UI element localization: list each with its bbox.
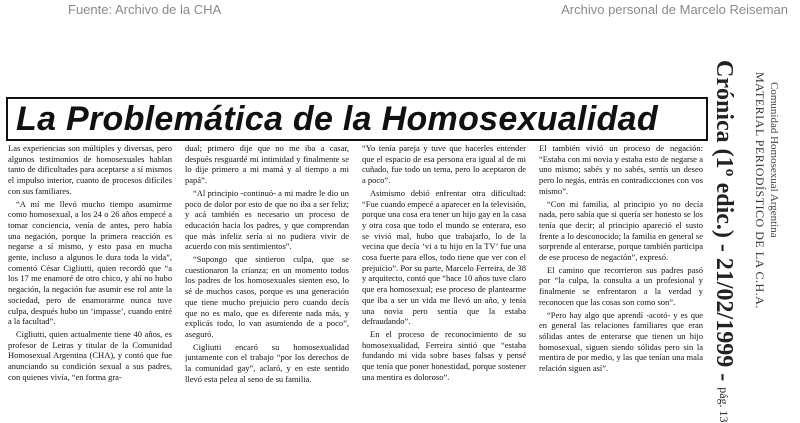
page-number: pág. 13 (717, 387, 731, 423)
paragraph: Cigliutti encaró su homosexualidad juntamente con el trabajo “por los derechos de la comunidad gay”, aclaró, y en este sentido llevó esta pelea al seno de su familia. (185, 341, 349, 384)
organization-label: Comunidad Homosexual Argentina (768, 82, 780, 238)
source-caption-right: Archivo personal de Marcelo Reiseman (561, 2, 788, 17)
article-column-4 (539, 143, 703, 418)
paragraph: “Con mi familia, al principio yo no decía nada, pero sabía que si quería ser honesto se los tenía que decir; al principio apareció el susto frente a lo desconocido; la familia en general se sorprende al enterarse, porque también participa de ese proceso de negación”, expresó. (539, 198, 703, 263)
source-caption-left: Fuente: Archivo de la CHA (68, 2, 222, 17)
paragraph: “Al principio -continuó- a mi madre le dio un poco de dolor por esto de que no iba a ser feliz; y acá también es necesario un proceso de educación hacia los padres, y que comprendan que más infeliz sería si no pudiera vivir de acuerdo con mis sentimientos”. (185, 187, 349, 252)
article-column-1 (8, 143, 172, 418)
headline: La Problemática de la Homosexualidad (16, 99, 658, 138)
paragraph: Las experiencias son múltiples y diversas, pero algunos testimonios de homosexuales hablan tanto de dificultades para aceptarse a sí mismos el impulso interior, cuanto de procesos difíciles con sus familiares. (8, 143, 172, 196)
article-column-3 (362, 143, 526, 418)
paragraph: “Pero hay algo que aprendí -acotó- y es que en general las relaciones familiares que eran sólidas antes de enterarse que tienen un hijo homosexual, siguen siendo sólidas pero sin la mentira de por medio, y las que tenían una mala relación siguen así”. (539, 309, 703, 374)
archive-label: MATERIAL PERIODÍSTICO DE LA C.H.A. (753, 72, 767, 309)
headline-box (6, 97, 708, 141)
paragraph: “A mí me llevó mucho tiempo asumirme como homosexual, a los 24 o 26 años empecé a tomar conciencia, venía de antes, pero había una negación, porque la primera reacción es negarse a sí mismo, y esto pasa en mucha gente, incluso a algunos le dura toda la vida”, comentó César Cigliutti, quien recordó que “a los 17 me enamoré de otro chico, y ahí no hubo negación, la negación fue asumir ese rol ante la sociedad, pero de enamorarme nunca tuve culpa, después hubo un ‘impasse’, cuando entré a la facultad”. (8, 198, 172, 327)
publication-date: Crónica (1º edic.) - 21/02/1999 - (711, 60, 737, 382)
paragraph: El también vivió un proceso de negación: “Estaba con mi novia y estaba esto de negarse a uno mismo; sabés y no sabés, sentís un deseo pero lo negás, entrás en contradicciones con vos mismo”. (539, 143, 703, 196)
article-column-2 (185, 143, 349, 418)
paragraph: dual; primero dije que no me iba a casar, después resguardé mi intimidad y finalmente se lo dije primero a mi mamá y al tiempo a mi papá”. (185, 143, 349, 186)
paragraph: Asimismo debió enfrentar otra dificultad: “Fue cuando empecé a aparecer en la televisión, porque una cosa era tener un hijo gay en la casa y otra cosa que todo el mundo se enterara, eso se vivió mal, hubo que trabajarlo, lo de la vecina que decía ‘vi a tu hijo en la TV’ fue una cosa fuerte para ellos, todo tiene que ver con el prejuicio”. Por su parte, Marcelo Ferreira, de 38 y arquitecto, contó que “hace 10 años tuve claro que era homosexual; ese proceso de plantearme que iba a ser un vida me llevó un año, y tenía una novia pero sentía que la estaba defraudando”. (362, 187, 526, 327)
paragraph: El camino que recorrieron sus padres pasó por “la culpa, la consulta a un profesional y finalmente se enfrentaron a la verdad y reconocen que las cosas son como son”. (539, 264, 703, 307)
paragraph: En el proceso de reconocimiento de su homosexualidad, Ferreira sintió que “estaba fundando mi vida sobre bases falsas y pensé que tenía que poner honestidad, porque sostener una mentira es doloroso”. (362, 328, 526, 382)
publication-stamp (710, 60, 737, 423)
article-body (8, 143, 708, 418)
paragraph: “Supongo que sintieron culpa, que se cuestionaron la crianza; en un momento todos los padres de los homosexuales sienten eso, lo sé de muchos casos, porque es una generación que tiene mucho prejuicio pero cuando decís que no es malo, que es diferente nada más, y explicás todo, lo van asumiendo de a poco”, aseguró. (185, 254, 349, 339)
paragraph: Cigliutti, quien actualmente tiene 40 años, es profesor de Letras y titular de la Comunidad Homosexual Argentina (CHA), y contó que fue anunciando su condición sexual a sus padres, con quienes vivía, “en forma gra- (8, 328, 172, 382)
paragraph: “Yo tenía pareja y tuve que hacerles entender que el espacio de esa persona era igual al de mi cuñado, fue todo un tema, pero lo aceptaron de a poco”. (362, 143, 526, 186)
